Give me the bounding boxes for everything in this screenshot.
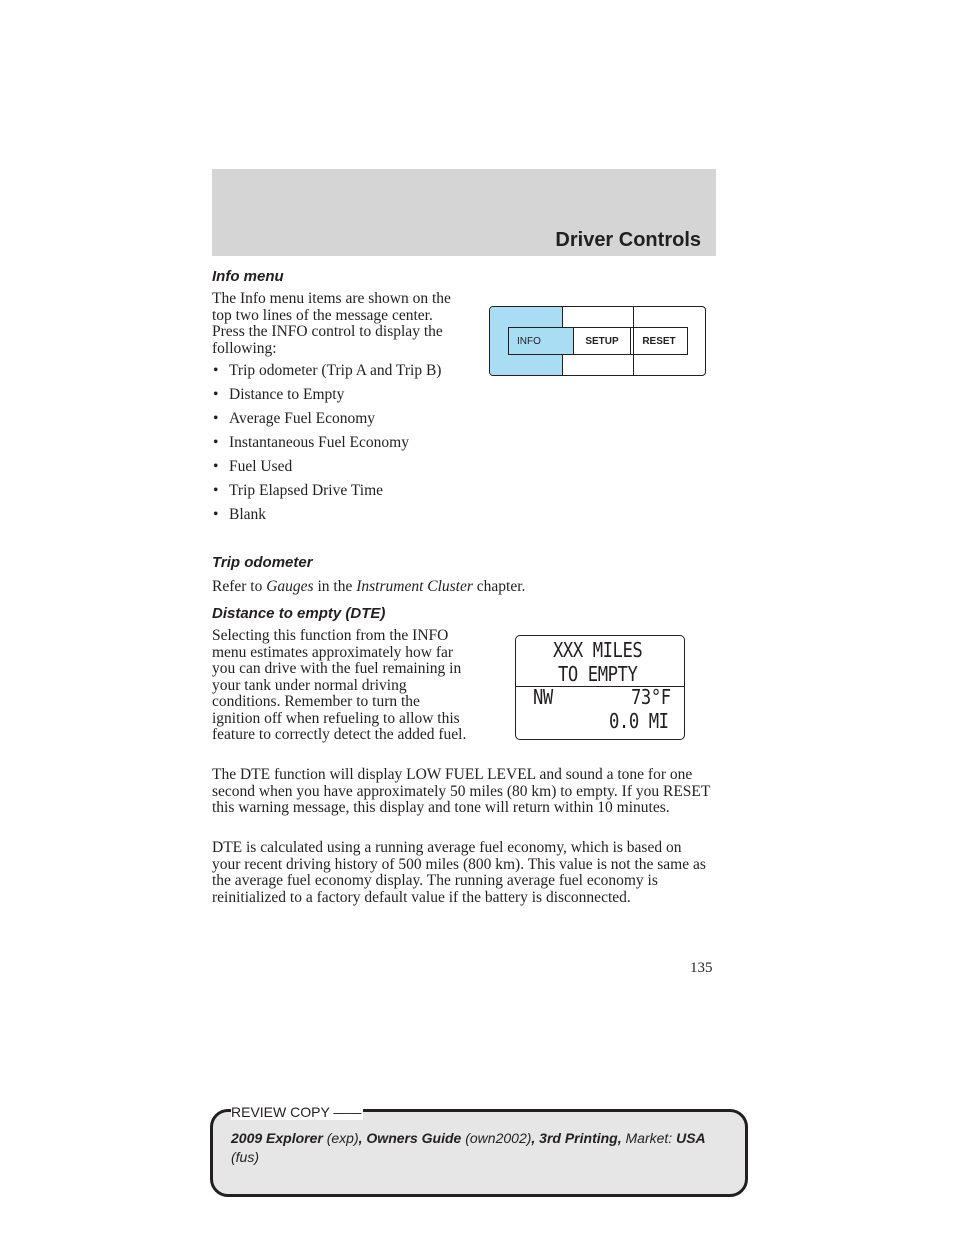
list-item [212, 483, 462, 500]
list-item [212, 387, 462, 404]
footer-guide: , Owners Guide [358, 1130, 462, 1146]
header-band [212, 169, 716, 256]
list-item-text: Blank [229, 506, 267, 523]
button-row [508, 327, 688, 355]
dte-paragraph: DTE is calculated using a running average fuel economy, which is based on your recent driving history of 500 miles (800 km). This value is not the same as the average fuel economy display. The running average fuel economy is reinitialized to a factory default value if the battery is disconnected. [212, 839, 706, 906]
text-run: Refer to [212, 578, 267, 595]
bullet-icon: • [213, 482, 219, 499]
trip-readout: 0.0 MI [609, 709, 669, 733]
outside-temp: 73°F [631, 685, 671, 709]
info-menu-heading: Info menu [212, 268, 284, 285]
info-menu-heading-wrap [212, 268, 284, 285]
bullet-icon: • [213, 458, 219, 475]
info-menu-intro: The Info menu items are shown on the top two lines of the message center. Press the INFO control to display the following: [212, 290, 451, 357]
list-item [212, 363, 462, 380]
cluster-reference: Instrument Cluster [356, 578, 473, 595]
page-number: 135 [690, 960, 713, 976]
footer-market-label: Market: [625, 1130, 673, 1146]
info-menu-intro-wrap [212, 291, 462, 357]
list-item [212, 459, 462, 476]
control-buttons-figure [489, 306, 706, 376]
info-button: INFO [509, 328, 573, 354]
display-line1: XXX MILES [553, 638, 643, 662]
bullet-icon: • [213, 362, 219, 379]
list-item-text: Average Fuel Economy [229, 410, 376, 427]
trip-odometer-heading-wrap [212, 554, 313, 571]
section-title: Driver Controls [555, 229, 701, 251]
footer-imprint [231, 1129, 731, 1167]
dte-para1-wrap [212, 628, 468, 744]
footer-model: 2009 Explorer [231, 1130, 323, 1146]
bullet-icon: • [213, 410, 219, 427]
text-run: chapter. [472, 578, 526, 595]
list-item [212, 507, 462, 524]
dte-para2-wrap [212, 767, 712, 817]
footer-guide-code: (own2002) [465, 1130, 532, 1146]
bullet-icon: • [213, 506, 219, 523]
gauges-reference: Gauges [266, 578, 314, 595]
list-item-text: Trip Elapsed Drive Time [229, 482, 384, 499]
dte-para3-wrap [212, 840, 712, 906]
list-item [212, 411, 462, 428]
trip-odometer-heading: Trip odometer [212, 554, 313, 571]
trip-odometer-text [212, 579, 712, 596]
footer-model-code: (exp) [326, 1130, 359, 1146]
text-run: in the [313, 578, 357, 595]
footer-market: USA [676, 1130, 706, 1146]
reset-button: RESET [630, 328, 687, 354]
list-item-text: Fuel Used [229, 458, 293, 475]
display-line2: TO EMPTY [558, 662, 638, 686]
dte-heading-wrap [212, 605, 385, 622]
list-item-text: Instantaneous Fuel Economy [229, 434, 409, 451]
info-menu-list [212, 363, 462, 531]
dte-heading: Distance to empty (DTE) [212, 605, 386, 622]
compass-heading: NW [533, 685, 553, 709]
review-copy-label: REVIEW COPY —— [231, 1104, 362, 1120]
list-item-text: Distance to Empty [229, 386, 345, 403]
bullet-icon: • [213, 386, 219, 403]
dte-paragraph: Selecting this function from the INFO menu estimates approximately how far you can drive with the fuel remaining in your tank under normal driving conditions. Remember to turn the ignition off when refueling to allow this feature to correctly detect the added fuel. [212, 627, 467, 743]
list-item [212, 435, 462, 452]
dte-paragraph: The DTE function will display LOW FUEL LEVEL and sound a tone for one second when you have approximately 50 miles (80 km) to empty. If you RESET this warning message, this display and tone will return within 10 minutes. [212, 766, 711, 816]
setup-button: SETUP [573, 328, 630, 354]
footer-printing: , 3rd Printing, [531, 1130, 622, 1146]
bullet-icon: • [213, 434, 219, 451]
list-item-text: Trip odometer (Trip A and Trip B) [229, 362, 442, 379]
footer-market-code: (fus) [231, 1149, 259, 1165]
message-center-display [515, 635, 685, 740]
